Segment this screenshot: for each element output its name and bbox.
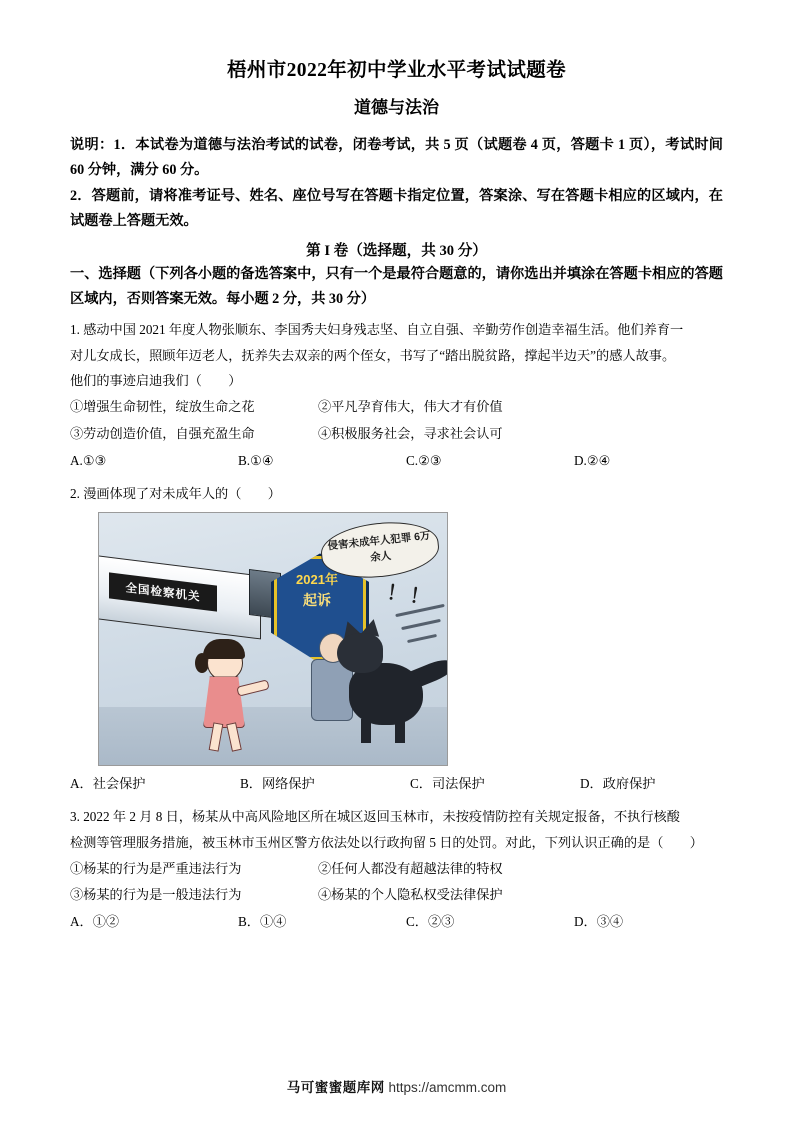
instruction-line-2: 2．答题前，请将准考证号、姓名、座位号写在答题卡指定位置，答案涂、写在答题卡相应的区域内，在试题卷上答题无效。	[70, 188, 723, 229]
question-1-answer-b[interactable]: B.①④	[238, 452, 274, 468]
comic-speed-line-2	[401, 619, 441, 630]
comic-illustration	[98, 512, 448, 766]
question-3-choice-4: ④杨某的个人隐私权受法律保护	[318, 887, 503, 903]
question-3-answer-b[interactable]: B．①④	[238, 914, 287, 930]
question-3-answer-c[interactable]: C．②③	[406, 914, 455, 930]
question-3-choice-row-1	[70, 856, 723, 882]
question-3-choice-row-2	[70, 882, 723, 908]
question-3-answer-d[interactable]: D．③④	[574, 914, 624, 930]
question-1-choice-2: ②平凡孕育伟大，伟大才有价值	[318, 399, 503, 415]
comic-exclamation: ！！	[385, 582, 434, 611]
question-1-answer-a[interactable]: A.①③	[70, 452, 107, 468]
question-3-answers	[70, 908, 723, 936]
question-1-answer-d[interactable]: D.②④	[574, 452, 611, 468]
question-2-figure	[70, 512, 723, 766]
question-2-answer-b[interactable]: B．网络保护	[240, 776, 315, 792]
question-2-answer-c[interactable]: C．司法保护	[410, 776, 485, 792]
question-1-answers	[70, 447, 723, 475]
question-2-answers	[70, 770, 723, 798]
question-2-stem: 2. 漫画体现了对未成年人的（ ）	[70, 485, 281, 501]
comic-banner-label: 全国检察机关	[109, 573, 217, 612]
comic-speech-bubble: 侵害未成年人犯罪 6万余人	[319, 517, 442, 583]
question-1-choice-3: ③劳动创造价值，自强充盈生命	[70, 425, 255, 441]
question-2-answer-d[interactable]: D．政府保护	[580, 776, 656, 792]
question-3-choice-2: ②任何人都没有超越法律的特权	[318, 860, 503, 876]
footer-watermark	[0, 1076, 793, 1096]
question-1-choice-1: ①增强生命韧性，绽放生命之花	[70, 399, 255, 415]
page-title: 梧州市2022年初中学业水平考试试题卷	[226, 60, 567, 81]
question-1-stem-line-3: 他们的事迹启迪我们（ ）	[70, 373, 242, 389]
comic-wolf-leg-right	[395, 719, 405, 743]
question-3-answer-a[interactable]: A．①②	[70, 914, 120, 930]
comic-shield-line-1: 2021年	[296, 572, 338, 588]
question-3-stem-line-2: 检测等管理服务措施，被玉林市玉州区警方依法处以行政拘留 5 日的处罚。对此，下列认识正确的是（ ）	[70, 834, 703, 850]
question-2-answer-a[interactable]: A．社会保护	[70, 776, 146, 792]
section-heading: 一、选择题（下列各小题的备选答案中，只有一个是最符合题意的，请你选出并填涂在答题卡相应的答题区域内，否则答案无效。每小题 2 分，共 30 分）	[70, 266, 723, 307]
footer-url[interactable]: https://amcmm.com	[388, 1080, 507, 1095]
comic-wolf-head	[337, 633, 383, 673]
question-1-stem-line-2: 对儿女成长，照顾年迈老人，抚养失去双亲的两个侄女，书写了“踏出脱贫路，撑起半边天”的感人故事。	[70, 347, 676, 363]
comic-girl-body	[203, 676, 245, 728]
part-heading: 第 I 卷（选择题，共 30 分）	[306, 243, 487, 260]
question-3-choice-1: ①杨某的行为是严重违法行为	[70, 860, 242, 876]
comic-girl-hair	[203, 639, 245, 659]
question-1-choice-4: ④积极服务社会，寻求社会认可	[318, 425, 503, 441]
question-1-stem-line-1: 1. 感动中国 2021 年度人物张顺东、李国秀夫妇身残志坚、自立自强、辛勤劳作创造幸福生活。他们养育一	[70, 321, 684, 337]
question-3-stem-line-1: 3. 2022 年 2 月 8 日，杨某从中高风险地区所在城区返回玉林市，未按疫情防控有关规定报备，不执行核酸	[70, 809, 680, 825]
comic-girl-arm	[236, 680, 269, 697]
footer-brand: 马可蜜蜜题库网	[286, 1080, 385, 1095]
comic-wolf-leg-left	[361, 719, 371, 743]
question-1-answer-c[interactable]: C.②③	[406, 452, 442, 468]
comic-speed-line-3	[407, 634, 437, 643]
question-1-choice-row-2	[70, 421, 723, 447]
comic-shield-text	[271, 571, 363, 610]
page-subtitle: 道德与法治	[354, 98, 439, 118]
question-1-choice-row-1	[70, 394, 723, 420]
comic-shield-line-2: 起诉	[303, 592, 331, 609]
instruction-line-1: 说明：1．本试卷为道德与法治考试的试卷，闭卷考试，共 5 页（试题卷 4 页，答题卡 1 页），考试时间 60 分钟，满分 60 分。	[70, 137, 723, 178]
question-3-choice-3: ③杨某的行为是一般违法行为	[70, 887, 242, 903]
